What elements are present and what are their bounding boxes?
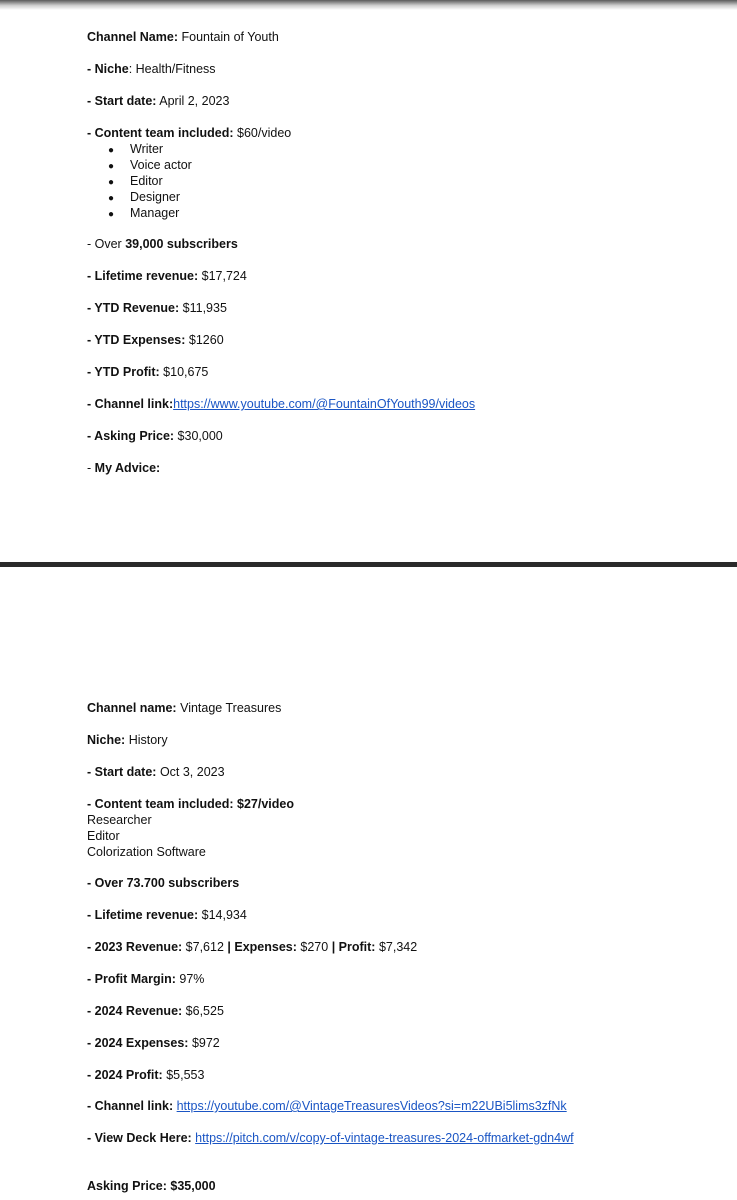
- ytd-expenses-value: $1260: [188, 333, 224, 347]
- team-member-voice-actor: Voice actor: [130, 158, 192, 172]
- profit-margin-value: 97%: [179, 972, 205, 986]
- list-item: [108, 142, 163, 158]
- subscribers-line: [87, 876, 239, 891]
- team-member-manager: Manager: [130, 206, 180, 220]
- top-shadow: [0, 0, 737, 10]
- bullet-icon: ●: [108, 177, 115, 188]
- content-team-value: $60/video: [237, 126, 292, 140]
- ytd-revenue-line: [87, 301, 227, 316]
- revenue-2024-label: - 2024 Revenue:: [87, 1004, 183, 1018]
- lifetime-revenue-line: [87, 269, 247, 284]
- expenses-2024-value: $972: [191, 1036, 220, 1050]
- profit-2023-value: $7,342: [378, 940, 418, 954]
- ytd-revenue-label: - YTD Revenue:: [87, 301, 180, 315]
- channel-name-line: [87, 30, 279, 45]
- profit-2024-line: [87, 1068, 204, 1083]
- view-deck-label: - View Deck Here:: [87, 1131, 192, 1145]
- subscribers-line: [87, 237, 238, 252]
- lifetime-revenue-value: $14,934: [201, 908, 247, 922]
- ytd-expenses-label: - YTD Expenses:: [87, 333, 186, 347]
- niche-value: : Health/Fitness: [128, 62, 216, 76]
- channel-name-line: [87, 701, 281, 716]
- bullet-icon: ●: [108, 145, 115, 156]
- expenses-2024-line: [87, 1036, 220, 1051]
- list-item: [108, 190, 180, 206]
- start-date-line: [87, 94, 229, 109]
- niche-line: [87, 62, 216, 77]
- start-date-label: - Start date:: [87, 765, 157, 779]
- team-member-designer: Designer: [130, 190, 181, 204]
- revenue-2024-line: [87, 1004, 224, 1019]
- lifetime-revenue-label: - Lifetime revenue:: [87, 908, 199, 922]
- start-date-label: - Start date:: [87, 94, 157, 108]
- bullet-icon: ●: [108, 161, 115, 172]
- bullet-icon: ●: [108, 209, 115, 220]
- revenue-2024-value: $6,525: [185, 1004, 224, 1018]
- my-advice-line: [87, 461, 160, 476]
- profit-margin-label: - Profit Margin:: [87, 972, 176, 986]
- ytd-revenue-value: $11,935: [182, 301, 227, 315]
- content-team-label: - Content team included: $27/video: [87, 797, 294, 811]
- channel-name-label: Channel name:: [87, 701, 177, 715]
- subscribers-value: - Over 73.700 subscribers: [87, 876, 240, 890]
- team-member-colorization-software: Colorization Software: [87, 845, 206, 859]
- start-date-value: Oct 3, 2023: [159, 765, 225, 779]
- expenses-2023-value: $270: [300, 940, 329, 954]
- content-team-line: [87, 797, 294, 812]
- channel-name-value: Vintage Treasures: [180, 701, 282, 715]
- team-member-writer: Writer: [130, 142, 164, 156]
- content-team-line: [87, 126, 291, 141]
- bullet-icon: ●: [108, 193, 115, 204]
- subscribers-prefix: - Over: [87, 237, 122, 251]
- ytd-profit-label: - YTD Profit:: [87, 365, 160, 379]
- team-member-researcher: Researcher: [87, 813, 152, 827]
- profit-2024-value: $5,553: [166, 1068, 205, 1082]
- channel-link-line: [87, 1099, 567, 1114]
- page-separator: [0, 562, 737, 567]
- lifetime-revenue-line: [87, 908, 247, 923]
- team-member-editor: Editor: [87, 829, 120, 843]
- start-date-line: [87, 765, 225, 780]
- expenses-2023-label: | Expenses:: [227, 940, 297, 954]
- niche-value: History: [128, 733, 168, 747]
- revenue-2023-value: $7,612: [185, 940, 224, 954]
- my-advice-prefix: -: [87, 461, 92, 475]
- channel-link[interactable]: https://www.youtube.com/@FountainOfYouth99/videos: [173, 397, 476, 411]
- subscribers-value: 39,000 subscribers: [125, 237, 238, 251]
- list-item: [108, 206, 179, 222]
- niche-label: - Niche: [87, 62, 129, 76]
- content-team-label: - Content team included:: [87, 126, 234, 140]
- channel-link-label: - Channel link:: [87, 397, 174, 411]
- asking-price-line: [87, 1179, 216, 1194]
- team-member-editor: Editor: [130, 174, 163, 188]
- niche-label: Niche:: [87, 733, 126, 747]
- revenue-2023-line: [87, 940, 417, 955]
- profit-2023-label: | Profit:: [331, 940, 376, 954]
- view-deck-link[interactable]: https://pitch.com/v/copy-of-vintage-treasures-2024-offmarket-gdn4wf: [195, 1131, 574, 1145]
- list-item: [108, 174, 163, 190]
- ytd-expenses-line: [87, 333, 224, 348]
- list-item: [108, 158, 192, 174]
- my-advice-label: My Advice:: [94, 461, 161, 475]
- lifetime-revenue-value: $17,724: [201, 269, 247, 283]
- profit-margin-line: [87, 972, 204, 987]
- channel-link[interactable]: https://youtube.com/@VintageTreasuresVideos?si=m22UBi5lims3zfNk: [176, 1099, 567, 1113]
- asking-price-label: Asking Price: $35,000: [87, 1179, 216, 1193]
- asking-price-value: $30,000: [177, 429, 223, 443]
- asking-price-line: [87, 429, 223, 444]
- channel-name-label: Channel Name:: [87, 30, 178, 44]
- channel-name-value: Fountain of Youth: [181, 30, 279, 44]
- ytd-profit-value: $10,675: [163, 365, 209, 379]
- lifetime-revenue-label: - Lifetime revenue:: [87, 269, 199, 283]
- expenses-2024-label: - 2024 Expenses:: [87, 1036, 189, 1050]
- ytd-profit-line: [87, 365, 208, 380]
- niche-line: [87, 733, 168, 748]
- view-deck-line: [87, 1131, 574, 1146]
- channel-link-label: - Channel link:: [87, 1099, 174, 1113]
- channel-link-line: [87, 397, 475, 412]
- revenue-2023-label: - 2023 Revenue:: [87, 940, 183, 954]
- asking-price-label: - Asking Price:: [87, 429, 175, 443]
- start-date-value: April 2, 2023: [159, 94, 230, 108]
- profit-2024-label: - 2024 Profit:: [87, 1068, 163, 1082]
